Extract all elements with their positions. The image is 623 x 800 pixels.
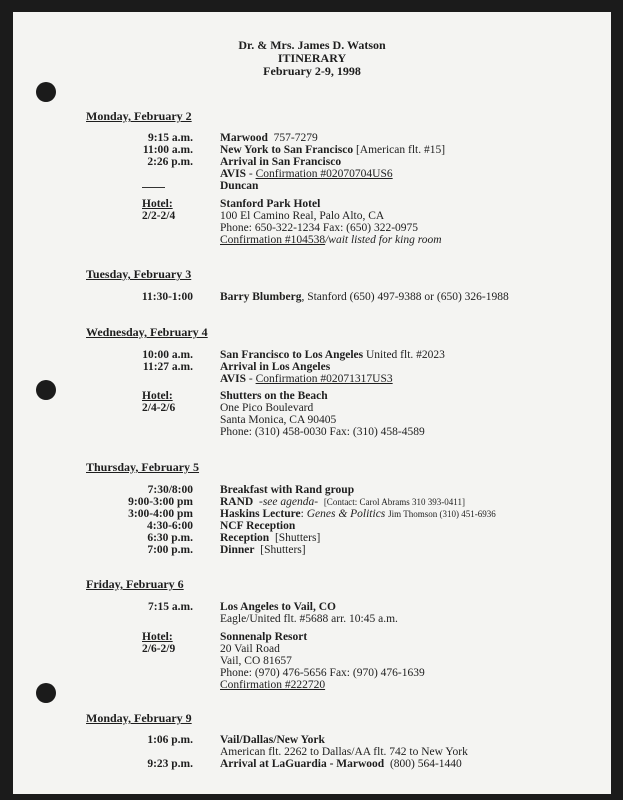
time: 2:26 p.m. bbox=[147, 156, 193, 168]
time: 7:30/8:00 bbox=[147, 484, 193, 496]
itinerary-entry: New York to San Francisco [American flt. #15] bbox=[220, 144, 446, 156]
document-title: ITINERARY bbox=[277, 51, 347, 65]
itinerary-entry: Haskins Lecture: Genes & Politics Jim Thomson (310) 451-6936 bbox=[220, 508, 496, 520]
divider bbox=[142, 187, 165, 188]
time: 1:06 p.m. bbox=[147, 734, 193, 746]
hotel-phone: Phone: (970) 476-5656 Fax: (970) 476-1639 bbox=[220, 667, 425, 679]
binder-hole bbox=[36, 380, 56, 400]
itinerary-entry: AVIS - Confirmation #02071317US3 bbox=[220, 373, 393, 385]
itinerary-entry: Vail/Dallas/New York bbox=[220, 734, 325, 746]
day-heading: Monday, February 2 bbox=[86, 109, 192, 123]
hotel-address: One Pico Boulevard bbox=[220, 402, 314, 414]
day-heading: Tuesday, February 3 bbox=[86, 267, 192, 281]
time: 10:00 a.m. bbox=[142, 349, 193, 361]
day-heading: Friday, February 6 bbox=[86, 577, 184, 591]
itinerary-entry: Marwood 757-7279 bbox=[220, 132, 318, 144]
itinerary-entry: Eagle/United flt. #5688 arr. 10:45 a.m. bbox=[220, 613, 398, 625]
time: 9:00-3:00 pm bbox=[128, 496, 193, 508]
hotel-dates: 2/2-2/4 bbox=[142, 210, 176, 222]
day-heading: Monday, February 9 bbox=[86, 711, 192, 725]
time: 6:30 p.m. bbox=[147, 532, 193, 544]
binder-hole bbox=[36, 683, 56, 703]
time: 3:00-4:00 pm bbox=[128, 508, 193, 520]
time: 11:30-1:00 bbox=[141, 291, 193, 303]
itinerary-entry: San Francisco to Los Angeles United flt. #2023 bbox=[220, 349, 445, 361]
hotel-address: Vail, CO 81657 bbox=[220, 655, 292, 667]
itinerary-entry: Arrival in Los Angeles bbox=[220, 361, 331, 373]
itinerary-entry: AVIS - Confirmation #02070704US6 bbox=[220, 168, 393, 180]
hotel-label: Hotel: bbox=[142, 198, 173, 210]
hotel-confirmation: Confirmation #104538/wait listed for king room bbox=[220, 234, 442, 246]
itinerary-entry: NCF Reception bbox=[220, 520, 296, 532]
day-heading: Thursday, February 5 bbox=[86, 460, 200, 474]
time: 11:27 a.m. bbox=[142, 361, 193, 373]
itinerary-entry: Los Angeles to Vail, CO bbox=[220, 601, 336, 613]
itinerary-entry: Reception [Shutters] bbox=[220, 532, 321, 544]
time: 4:30-6:00 bbox=[147, 520, 193, 532]
itinerary-entry: Arrival at LaGuardia - Marwood (800) 564-1440 bbox=[220, 758, 462, 770]
hotel-address: Santa Monica, CA 90405 bbox=[220, 414, 337, 426]
hotel-name: Shutters on the Beach bbox=[220, 390, 328, 402]
itinerary-entry: Breakfast with Rand group bbox=[220, 484, 355, 496]
itinerary-entry: Arrival in San Francisco bbox=[220, 156, 342, 168]
traveler-name: Dr. & Mrs. James D. Watson bbox=[238, 38, 386, 52]
itinerary-entry: Barry Blumberg, Stanford (650) 497-9388 or (650) 326-1988 bbox=[220, 291, 509, 303]
hotel-confirmation: Confirmation #222720 bbox=[220, 679, 326, 691]
hotel-label: Hotel: bbox=[142, 390, 173, 402]
itinerary-entry: Duncan bbox=[220, 180, 259, 192]
hotel-dates: 2/4-2/6 bbox=[142, 402, 176, 414]
time: 9:23 p.m. bbox=[147, 758, 193, 770]
document-page bbox=[13, 12, 611, 794]
itinerary-entry: American flt. 2262 to Dallas/AA flt. 742 to New York bbox=[220, 746, 468, 758]
itinerary-entry: Dinner [Shutters] bbox=[220, 544, 306, 556]
time: 7:15 a.m. bbox=[147, 601, 193, 613]
hotel-address: 20 Vail Road bbox=[220, 643, 280, 655]
hotel-phone: Phone: 650-322-1234 Fax: (650) 322-0975 bbox=[220, 222, 419, 234]
trip-dates: February 2-9, 1998 bbox=[263, 64, 361, 78]
time: 7:00 p.m. bbox=[147, 544, 193, 556]
hotel-name: Sonnenalp Resort bbox=[220, 631, 308, 643]
hotel-name: Stanford Park Hotel bbox=[220, 198, 321, 210]
itinerary-entry: RAND -see agenda- [Contact: Carol Abrams 310 393-0411] bbox=[220, 496, 465, 508]
time: 11:00 a.m. bbox=[142, 144, 193, 156]
day-heading: Wednesday, February 4 bbox=[86, 325, 208, 339]
hotel-dates: 2/6-2/9 bbox=[142, 643, 176, 655]
hotel-label: Hotel: bbox=[142, 631, 173, 643]
binder-hole bbox=[36, 82, 56, 102]
hotel-address: 100 El Camino Real, Palo Alto, CA bbox=[220, 210, 385, 222]
hotel-phone: Phone: (310) 458-0030 Fax: (310) 458-4589 bbox=[220, 426, 425, 438]
time: 9:15 a.m. bbox=[147, 132, 193, 144]
